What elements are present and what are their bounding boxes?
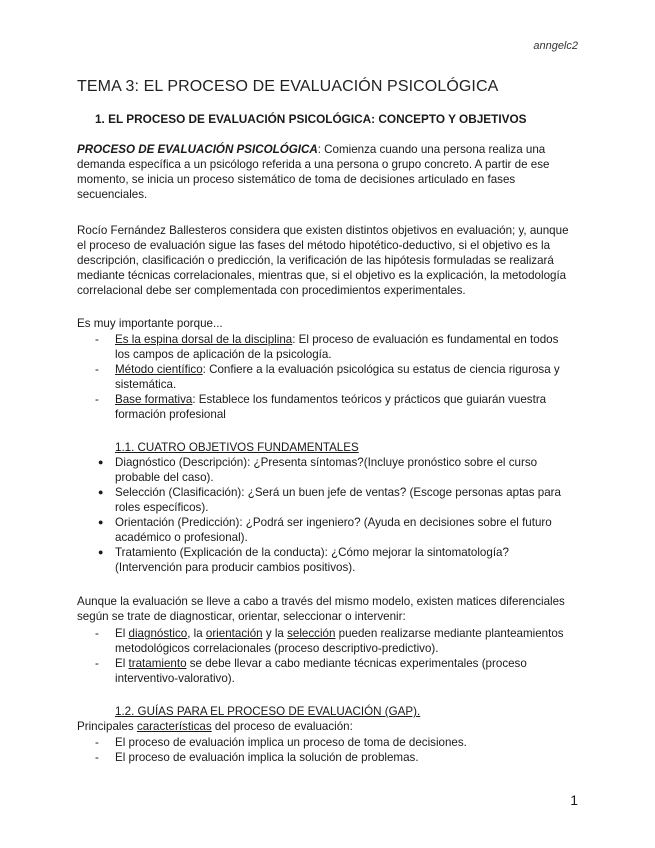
list-item — [95, 750, 570, 765]
dash-marker: - — [95, 363, 99, 376]
underlined-term: selección — [287, 627, 336, 640]
dash-marker: - — [95, 751, 99, 764]
text-run: El — [115, 627, 129, 640]
bullet-marker: ● — [98, 457, 104, 467]
item-term: Es la espina dorsal de la disciplina — [115, 333, 293, 346]
list-item — [95, 545, 570, 575]
item-text: : Establece los fundamentos teóricos y prácticos que guiarán vuestra formación profesional — [115, 393, 547, 421]
item-text: : Confiere a la evaluación psicológica su estatus de ciencia rigurosa y sistemática. — [115, 363, 560, 391]
item-text: : El proceso de evaluación es fundamental en todos los campos de aplicación de la psicología. — [115, 333, 559, 361]
bullet-marker: ● — [98, 517, 104, 527]
item-text: Selección (Clasificación): ¿Será un buen jefe de ventas? (Escoge personas aptas para roles específicos). — [115, 486, 561, 514]
list-item — [95, 735, 570, 750]
list-item — [95, 455, 570, 485]
bullet-marker: ● — [98, 487, 104, 497]
author-signature: anngelc2 — [533, 40, 578, 52]
item-text: Diagnóstico (Descripción): ¿Presenta síntomas?(Incluye pronóstico sobre el curso probable del caso). — [115, 456, 538, 484]
underlined-term: diagnóstico — [128, 627, 188, 640]
page-number: 1 — [570, 792, 578, 808]
nuances-list — [95, 626, 570, 686]
bullet-marker: ● — [98, 547, 104, 557]
item-text: Tratamiento (Explicación de la conducta): ¿Cómo mejorar la sintomatología? (Intervención para producir cambios positivos). — [115, 546, 509, 574]
list-item — [95, 485, 570, 515]
subsection-heading-1-1: 1.1. CUATRO OBJETIVOS FUNDAMENTALES — [115, 441, 359, 454]
text-run: Principales — [77, 720, 137, 733]
text-run: pueden realizarse mediante planteamientos metodológicos correlacionales (proceso descriptivo-predictivo). — [115, 627, 564, 655]
underlined-term: tratamiento — [128, 657, 187, 670]
list-item — [95, 332, 570, 362]
item-text: El proceso de evaluación implica la solución de problemas. — [115, 751, 419, 764]
dash-marker: - — [95, 736, 99, 749]
item-term: Base formativa — [115, 393, 193, 406]
item-text: Orientación (Predicción): ¿Podrá ser ingeniero? (Ayuda en decisiones sobre el futuro académico o profesional). — [115, 516, 552, 544]
list-item — [95, 656, 570, 686]
paragraph-objectives-intro: Rocío Fernández Ballesteros considera que existen distintos objetivos en evaluación; y, aunque el proceso de evaluación sigue las fases del método hipotético-deductivo, si el objetivo es la descripción, clasificación o predicción, la verificación de las hipótesis formuladas se realizará mediante técnicas correlacionales, mientras que, si el objetivo es la explicación, la metodología correlacional debe ser complementada con procedimientos experimentales. — [77, 224, 569, 297]
underlined-term: características — [136, 720, 212, 733]
dash-marker: - — [95, 333, 99, 346]
dash-marker: - — [95, 627, 99, 640]
subsection-heading-1-2: 1.2. GUÍAS PARA EL PROCESO DE EVALUACIÓN (GAP). — [115, 705, 421, 718]
list-item — [95, 362, 570, 392]
text-run: El — [115, 657, 129, 670]
paragraph-importance: Es muy importante porque... — [77, 317, 223, 330]
text-run: del proceso de evaluación: — [211, 720, 353, 733]
paragraph-characteristics — [77, 719, 577, 734]
dash-marker: - — [95, 393, 99, 406]
dash-marker: - — [95, 657, 99, 670]
objectives-list — [95, 455, 570, 575]
list-item — [95, 626, 570, 656]
list-item — [95, 392, 570, 422]
text-run: , la — [187, 627, 206, 640]
definition-term: PROCESO DE EVALUACIÓN PSICOLÓGICA — [77, 143, 318, 156]
importance-list — [95, 332, 570, 422]
text-run: se debe llevar a cabo mediante técnicas experimentales (proceso interventivo-valorativo). — [115, 657, 527, 685]
item-text: El proceso de evaluación implica un proceso de toma de decisiones. — [115, 736, 467, 749]
definition-text: : Comienza cuando una persona realiza una demanda específica a un psicólogo referida a una persona o grupo concreto. A partir de ese momento, se inicia un proceso sistemático de toma de decisiones articulado en fases secuenciales. — [77, 143, 550, 201]
text-run: y la — [262, 627, 288, 640]
item-term: Método científico — [115, 363, 203, 376]
underlined-term: orientación — [205, 627, 263, 640]
paragraph-nuances: Aunque la evaluación se lleve a cabo a través del mismo modelo, existen matices diferenciales según se trate de diagnosticar, orientar, seleccionar o intervenir: — [77, 595, 565, 623]
paragraph-definition — [77, 142, 577, 202]
list-item — [95, 515, 570, 545]
characteristics-list — [95, 735, 570, 765]
section-heading-1: 1. EL PROCESO DE EVALUACIÓN PSICOLÓGICA: CONCEPTO Y OBJETIVOS — [95, 112, 527, 126]
document-title: TEMA 3: EL PROCESO DE EVALUACIÓN PSICOLÓGICA — [77, 78, 499, 95]
